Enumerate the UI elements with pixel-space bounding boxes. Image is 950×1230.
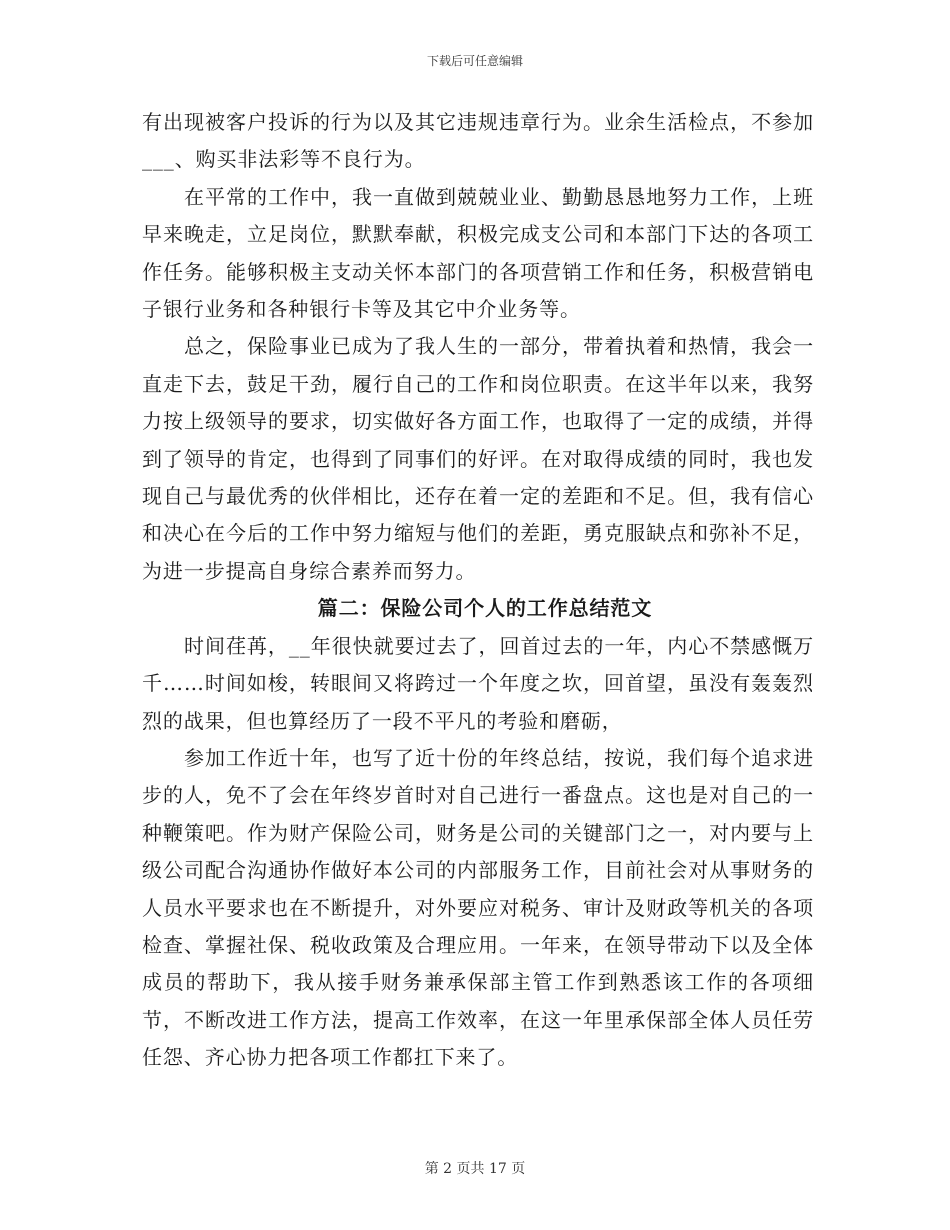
paragraph-1: 有出现被客户投诉的行为以及其它违规违章行为。业余生活检点，不参加___、购买非法彩等不良行为。: [142, 110, 814, 172]
page-header: 下载后可任意编辑: [426, 54, 523, 68]
paragraph-3: 总之，保险事业已成为了我人生的一部分，带着执着和热情，我会一直走下去，鼓足干劲，履行自己的工作和岗位职责。在这半年以来，我努力按上级领导的要求，切实做好各方面工作，也取得了一定的成绩，并得到了领导的肯定，也得到了同事们的好评。在对取得成绩的同时，我也发现自己与最优秀的伙伴相比，还存在着一定的差距和不足。但，我有信心和决心在今后的工作中努力缩短与他们的差距，勇克服缺点和弥补不足，为进一步提高自身综合素养而努力。: [142, 334, 814, 583]
paragraph-5: 参加工作近十年，也写了近十份的年终总结，按说，我们每个追求进步的人，免不了会在年终岁首时对自己进行一番盘点。这也是对自己的一种鞭策吧。作为财产保险公司，财务是公司的关键部门之一，对内要与上级公司配合沟通协作做好本公司的内部服务工作，目前社会对从事财务的人员水平要求也在不断提升，对外要应对税务、审计及财政等机关的各项检查、掌握社保、税收政策及合理应用。一年来，在领导带动下以及全体成员的帮助下，我从接手财务兼承保部主管工作到熟悉该工作的各项细节，不断改进工作方法，提高工作效率，在这一年里承保部全体人员任劳任怨、齐心协力把各项工作都扛下来了。: [142, 745, 814, 1070]
document-body: [142, 104, 814, 1077]
paragraph-4: 时间荏苒，__年很快就要过去了，回首过去的一年，内心不禁感慨万千……时间如梭，转眼间又将跨过一个年度之坎，回首望，虽没有轰轰烈烈的战果，但也算经历了一段不平凡的考验和磨砺，: [142, 633, 814, 733]
paragraph-2: 在平常的工作中，我一直做到兢兢业业、勤勤恳恳地努力工作，上班早来晚走，立足岗位，默默奉献，积极完成支公司和本部门下达的各项工作任务。能够积极主支动关怀本部门的各项营销工作和任务，积极营销电子银行业务和各种银行卡等及其它中介业务等。: [142, 184, 814, 322]
section-heading: 篇二：保险公司个人的工作总结范文: [317, 596, 653, 621]
page-footer: 第 2 页共 17 页: [424, 1161, 526, 1177]
